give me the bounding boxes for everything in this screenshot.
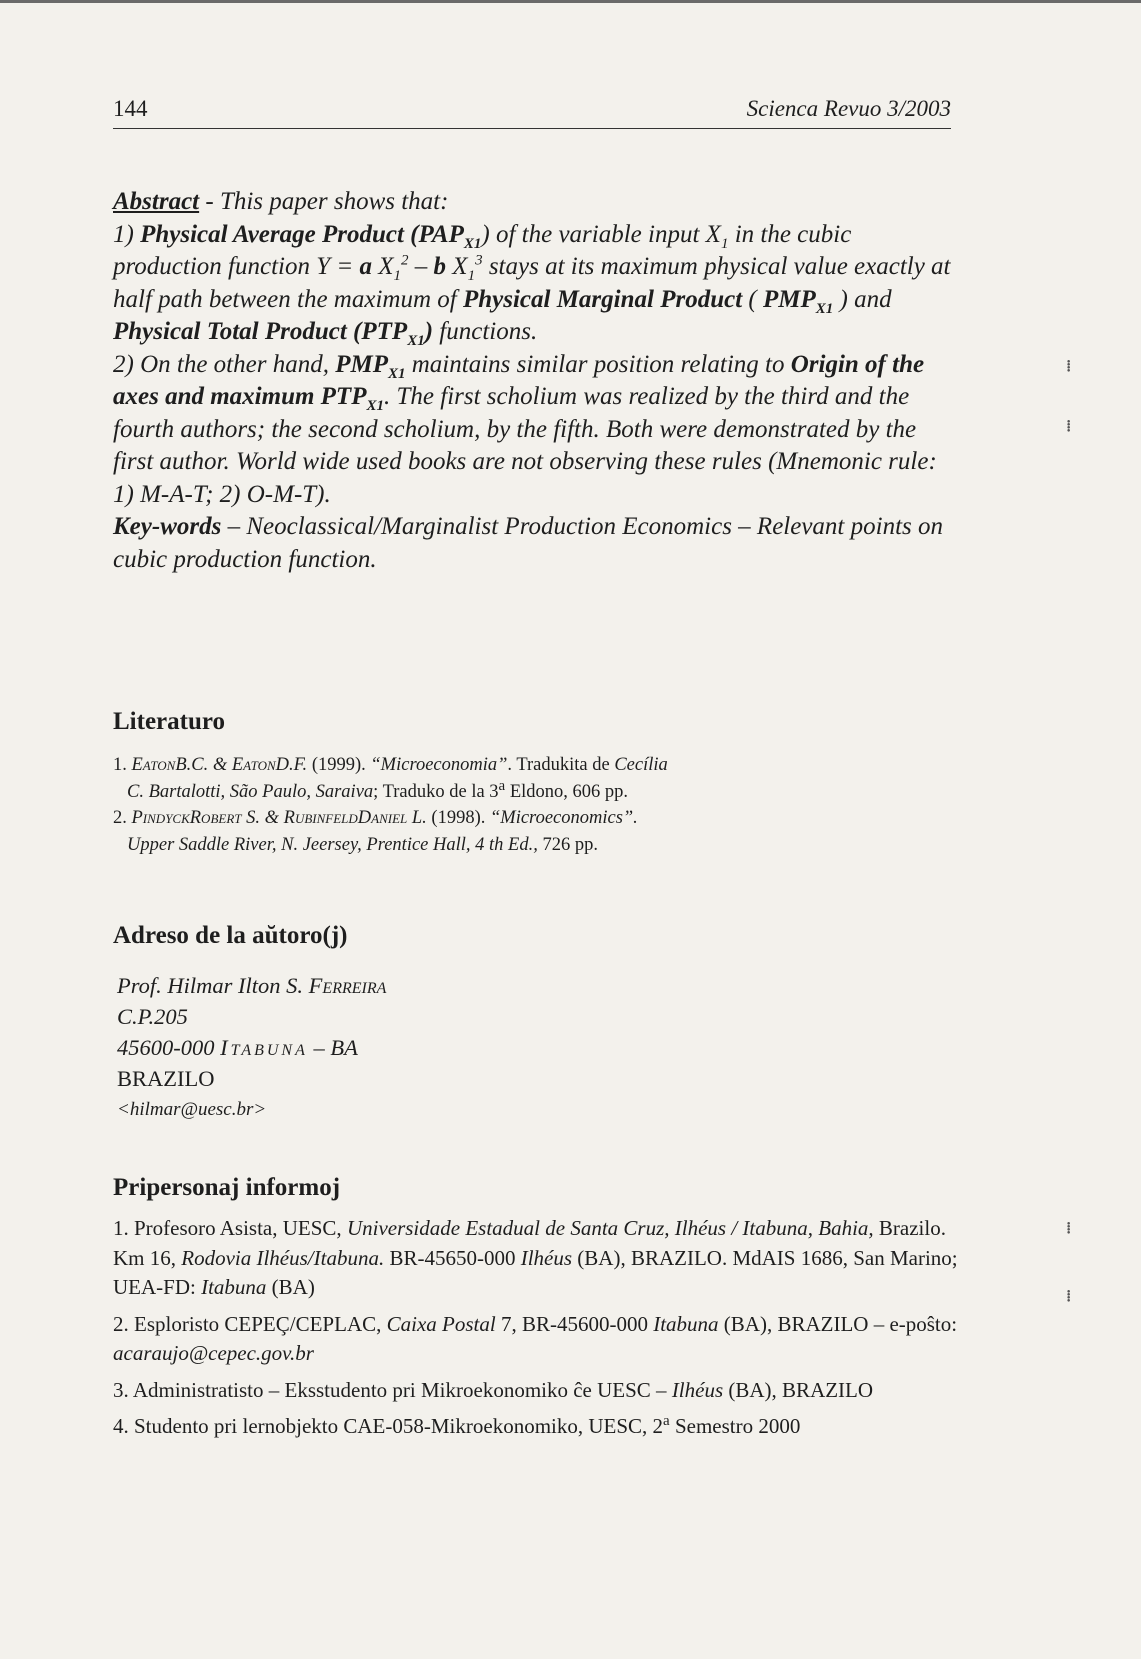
term-pmp: PMP xyxy=(762,285,816,313)
abstract-point-2 xyxy=(113,349,959,512)
page-number: 144 xyxy=(113,96,148,121)
ref-title: “Microeconomics”. xyxy=(490,808,638,828)
literaturo-heading: Literaturo xyxy=(113,708,226,735)
email-address: acaraujo@cepec.gov.br xyxy=(113,1341,314,1365)
info-item-2 xyxy=(113,1310,963,1369)
postal-code: 45600-000 xyxy=(117,1035,221,1060)
author-name xyxy=(117,970,386,1001)
subscript: 1 xyxy=(393,268,402,284)
email-address: <hilmar@uesc.br> xyxy=(117,1099,267,1120)
text: (BA), BRAZILO xyxy=(723,1377,874,1402)
reference-2 xyxy=(113,805,963,832)
keywords-label: Key-words xyxy=(113,513,222,540)
text: 1. Profesoro Asista, UESC, xyxy=(113,1216,347,1240)
text: 7, BR-45600-000 xyxy=(495,1311,654,1336)
term-pmp: PMP xyxy=(335,350,388,378)
text: Prof. Hilmar Ilton S. xyxy=(117,973,309,998)
ref-translator: C. Bartalotti, São Paulo, Saraiva xyxy=(127,781,374,802)
city: Itabuna xyxy=(220,1035,308,1060)
author-address xyxy=(117,970,386,1125)
city: Itabuna xyxy=(653,1311,719,1336)
abstract-point-1 xyxy=(113,219,959,349)
scan-mark: ⁞ xyxy=(1066,1288,1072,1305)
exponent: 2 xyxy=(401,252,409,269)
ref-number: 2. xyxy=(113,808,132,828)
subscript: X1 xyxy=(463,235,482,252)
ref-translator: Cecília xyxy=(614,755,668,775)
personal-info-list xyxy=(113,1214,963,1449)
text: Eldono, 606 pp. xyxy=(505,781,629,802)
city: Ilhéus xyxy=(520,1245,573,1270)
variable-x: X xyxy=(372,253,394,280)
po-box: C.P.205 xyxy=(117,1004,188,1029)
reference-1 xyxy=(113,752,963,779)
text: 2) On the other hand, xyxy=(113,350,336,378)
adreso-heading: Adreso de la aŭtoro(j) xyxy=(113,922,348,949)
text: (BA), BRAZILO – e-poŝto: xyxy=(718,1311,958,1336)
surname: Ferreira xyxy=(308,973,387,998)
scan-mark: ⁞ xyxy=(1066,358,1072,375)
country: BRAZILO xyxy=(117,1066,215,1091)
journal-title: Scienca Revuo 3/2003 xyxy=(746,96,951,121)
coefficient-b: b xyxy=(433,253,447,280)
road-name: Rodovia Ilhéus/Itabuna. xyxy=(181,1245,385,1270)
term-ptp: Physical Total Product (PTP xyxy=(113,318,408,345)
text: maintains similar position relating to xyxy=(405,350,791,378)
text: ( xyxy=(742,285,763,313)
text: ) xyxy=(424,318,434,345)
text: in the cubic production function Y = xyxy=(113,220,852,280)
text: (BA) xyxy=(266,1275,315,1299)
text: ; Traduko de la 3 xyxy=(373,781,499,802)
subscript: X1 xyxy=(815,300,834,317)
text: functions. xyxy=(433,318,538,345)
info-item-1 xyxy=(113,1214,963,1303)
ref-authors: EatonB.C. & EatonD.F. xyxy=(131,755,308,775)
text: 3. Administratisto – Eksstudento pri Mikroekonomiko ĉe UESC – xyxy=(113,1377,672,1402)
abstract-section xyxy=(113,186,959,576)
subscript: 1 xyxy=(720,235,729,252)
text: Brazilo. Km 16, xyxy=(113,1216,946,1270)
scan-mark: ⁞ xyxy=(1066,418,1072,435)
abstract-label: Abstract xyxy=(113,188,200,215)
exponent: 3 xyxy=(475,252,483,269)
minus-sign: – xyxy=(408,253,434,280)
subscript: X1 xyxy=(387,365,406,382)
keywords xyxy=(113,511,959,576)
point-number: 1) xyxy=(113,220,141,248)
text: ) and xyxy=(833,285,892,313)
ref-year: (1998). xyxy=(426,808,490,828)
ref-number: 1. xyxy=(113,755,132,775)
scan-top-edge xyxy=(0,0,1141,3)
reference-2-cont xyxy=(113,832,963,859)
info-item-4 xyxy=(113,1412,963,1442)
abstract-intro-text: - This paper shows that: xyxy=(199,188,449,215)
coefficient-a: a xyxy=(359,253,372,280)
text: (BA), BRAZILO. MdAIS 1686, San Marino; UEA-FD: xyxy=(113,1245,958,1299)
superscript: a xyxy=(663,1413,670,1429)
term-pap: Physical Average Product (PAP xyxy=(140,220,464,248)
city: Itabuna xyxy=(201,1275,267,1299)
subscript: 1 xyxy=(467,268,476,284)
ref-publisher: Upper Saddle River, N. Jeersey, Prentice Hall, 4 th Ed., xyxy=(127,834,538,855)
po-box-label: Caixa Postal xyxy=(386,1311,496,1336)
informoj-heading: Pripersonaj informoj xyxy=(113,1174,341,1201)
ref-year: (1999). xyxy=(307,755,371,775)
text: stays at its maximum physical value exactly at half path between the maximum of xyxy=(113,253,951,313)
text: ) of the variable input xyxy=(481,220,706,248)
text: . The first scholium was realized by the third and the fourth authors; the second scholium, by the fifth. Both were demonstrated by the first author. World wide used books are not observing these rules (Mnemonic rule: 1) M-A-T; 2) O-M-T). xyxy=(113,383,937,508)
ref-title: “Microeconomia” xyxy=(370,755,508,775)
info-item-3 xyxy=(113,1376,963,1406)
subscript: X1 xyxy=(407,333,425,349)
subscript: X1 xyxy=(366,398,384,414)
running-header xyxy=(113,94,951,129)
term-pmp-full: Physical Marginal Product xyxy=(462,285,743,313)
text: 2. Esploristo CEPEÇ/CEPLAC, xyxy=(113,1311,387,1336)
ref-authors: PindyckRobert S. & RubinfeldDaniel L. xyxy=(131,808,427,828)
reference-1-cont xyxy=(113,779,963,806)
superscript: a xyxy=(498,777,506,794)
text: Semestro 2000 xyxy=(669,1414,801,1438)
university-name: Universidade Estadual de Santa Cruz, Ilhéus / Itabuna, Bahia, xyxy=(346,1216,874,1240)
city: Ilhéus xyxy=(671,1377,724,1402)
text: . Tradukita de xyxy=(507,755,615,775)
scan-mark: ⁞ xyxy=(1066,1220,1072,1237)
ref-pages: 726 pp. xyxy=(537,834,598,855)
reference-list xyxy=(113,752,963,858)
keywords-text: – Neoclassical/Marginalist Production Economics – Relevant points on cubic production function. xyxy=(113,513,943,573)
postal-line xyxy=(117,1032,386,1063)
text: 4. Studento pri lernobjekto CAE-058-Mikroekonomiko, UESC, 2 xyxy=(113,1414,664,1438)
state: – BA xyxy=(307,1035,358,1060)
variable-x: X xyxy=(705,220,721,248)
variable-x: X xyxy=(446,253,468,280)
term-origin: Origin of the axes and maximum PTP xyxy=(113,350,925,410)
abstract-intro xyxy=(113,186,959,219)
text: BR-45650-000 xyxy=(384,1245,521,1270)
